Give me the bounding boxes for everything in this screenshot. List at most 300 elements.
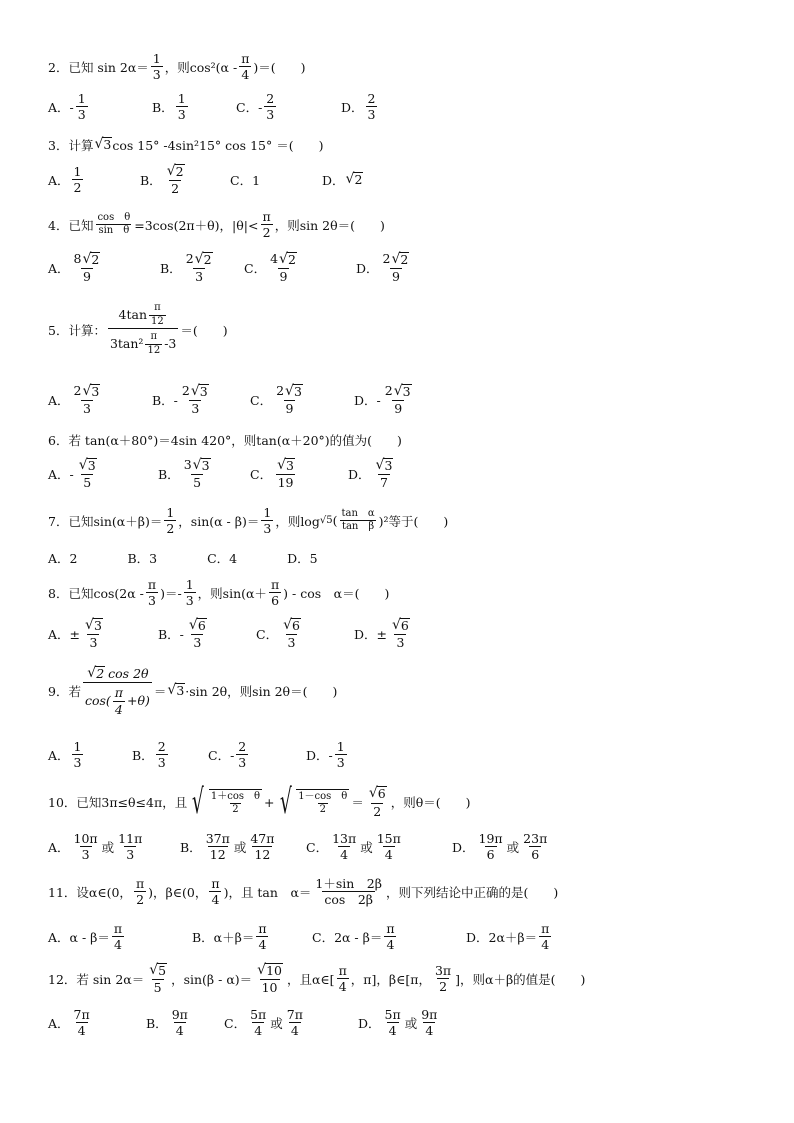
radicand: √ 2 bbox=[96, 666, 105, 681]
coefficient: 2 bbox=[384, 383, 393, 398]
label: A．- bbox=[48, 99, 74, 115]
denominator: 3 bbox=[126, 847, 135, 863]
numerator: 1 bbox=[185, 577, 194, 592]
label: A． bbox=[48, 839, 70, 855]
text: 4．已知 bbox=[48, 217, 94, 233]
option-a bbox=[48, 922, 192, 951]
fraction bbox=[149, 303, 166, 327]
denominator: 9 bbox=[391, 269, 400, 285]
question-11-stem bbox=[48, 877, 754, 906]
denominator: 6 bbox=[271, 593, 280, 609]
text: )＝( ) bbox=[253, 59, 306, 75]
numerator: π bbox=[113, 921, 123, 936]
fraction bbox=[274, 458, 297, 490]
denominator: tan β bbox=[341, 521, 375, 533]
option-a bbox=[48, 458, 158, 490]
fraction bbox=[146, 578, 158, 607]
radicand: √ 3 bbox=[201, 458, 210, 473]
square-root bbox=[87, 666, 105, 681]
text: + bbox=[264, 794, 275, 810]
option-c bbox=[250, 384, 354, 416]
fraction bbox=[521, 832, 549, 861]
denominator: cos 2β bbox=[324, 892, 373, 908]
fraction bbox=[261, 506, 273, 535]
question-11-options bbox=[48, 922, 754, 951]
option-a bbox=[48, 384, 152, 416]
or-text: 或 bbox=[506, 839, 520, 855]
text: ，sin(β - α)＝ bbox=[171, 971, 253, 987]
numerator bbox=[268, 252, 299, 268]
option-c bbox=[306, 832, 452, 861]
denominator: 3 bbox=[81, 847, 90, 863]
fraction bbox=[209, 789, 262, 816]
label: C． bbox=[244, 260, 267, 276]
square-root bbox=[285, 384, 303, 399]
text: ·sin 2θ，则sin 2θ＝( ) bbox=[185, 683, 338, 699]
denominator: 3 bbox=[148, 593, 156, 609]
label: B．α＋β＝ bbox=[192, 929, 255, 945]
text: ，则下列结论中正确的是( ) bbox=[386, 884, 559, 900]
question-4-stem bbox=[48, 210, 754, 239]
denominator: 10 bbox=[261, 980, 278, 996]
fraction bbox=[335, 740, 347, 769]
text: ，且α∈[ bbox=[286, 971, 335, 987]
label: C．- bbox=[236, 99, 263, 115]
text: ，则cos²(α - bbox=[164, 59, 238, 75]
numerator: 7π bbox=[73, 1007, 90, 1022]
fraction bbox=[264, 92, 276, 121]
text: ，sin(α - β)＝ bbox=[178, 513, 260, 529]
option-d bbox=[354, 618, 414, 650]
question-10-options bbox=[48, 832, 754, 861]
fraction bbox=[339, 509, 376, 533]
numerator: π bbox=[262, 209, 271, 224]
denominator: 3 bbox=[191, 401, 200, 417]
fraction bbox=[164, 164, 187, 196]
option-a bbox=[48, 165, 140, 194]
radicand: √ 3 bbox=[402, 384, 411, 399]
radicand: √ 10 bbox=[266, 963, 282, 978]
denominator: 2 bbox=[136, 892, 145, 908]
label: B． bbox=[158, 466, 180, 482]
fraction bbox=[239, 52, 251, 81]
fraction bbox=[274, 384, 305, 416]
fraction bbox=[373, 458, 396, 490]
or-text: 或 bbox=[360, 839, 373, 855]
label: C．- bbox=[208, 747, 235, 763]
numerator: π bbox=[338, 963, 347, 979]
option-c: C．1 bbox=[230, 172, 261, 188]
fraction bbox=[82, 618, 105, 650]
option-c bbox=[244, 252, 356, 284]
text: cos 15° -4sin²15° cos 15° ＝( ) bbox=[112, 138, 324, 153]
denominator: 4 bbox=[254, 1023, 263, 1039]
fraction bbox=[204, 832, 232, 861]
option-a bbox=[48, 252, 160, 284]
fraction bbox=[72, 740, 84, 769]
label: C． bbox=[256, 626, 279, 642]
denominator: 12 bbox=[151, 315, 164, 327]
numerator: cos θ bbox=[97, 211, 131, 223]
fraction bbox=[72, 252, 103, 284]
numerator bbox=[84, 666, 150, 682]
numerator: π bbox=[147, 577, 157, 592]
or-text: 或 bbox=[101, 839, 115, 855]
denominator: 12 bbox=[147, 344, 161, 356]
option-d bbox=[306, 740, 349, 769]
label: A．α - β＝ bbox=[48, 929, 110, 945]
label: B．- bbox=[158, 626, 184, 642]
numerator: 5π bbox=[384, 1007, 401, 1022]
square-root bbox=[346, 172, 364, 187]
square-root bbox=[165, 164, 187, 180]
fraction bbox=[72, 1008, 92, 1037]
fraction bbox=[254, 963, 285, 995]
fraction bbox=[539, 922, 551, 951]
label: C． bbox=[250, 466, 273, 482]
square-root bbox=[394, 384, 412, 399]
text: =3cos(2π＋θ)，|θ|< bbox=[134, 217, 259, 233]
fraction bbox=[269, 578, 281, 607]
option-b bbox=[180, 832, 306, 861]
question-8-stem bbox=[48, 578, 754, 607]
fraction bbox=[134, 877, 146, 906]
numerator: 5π bbox=[250, 1007, 267, 1022]
label: D．- bbox=[306, 747, 333, 763]
numerator: 1－cos θ bbox=[298, 790, 348, 802]
denominator: 2 bbox=[171, 181, 180, 197]
option-b bbox=[140, 164, 230, 196]
numerator: 47π bbox=[250, 831, 275, 846]
square-root bbox=[77, 458, 99, 474]
denominator: 19 bbox=[277, 475, 294, 491]
coefficient: 4 bbox=[270, 251, 279, 266]
or-text: 或 bbox=[404, 1015, 418, 1031]
text: 6．若 tan(α＋80°)＝4sin 420°，则tan(α＋20°)的值为( ) bbox=[48, 433, 402, 448]
numerator bbox=[381, 252, 412, 268]
fraction bbox=[268, 252, 299, 284]
label: C． bbox=[250, 392, 273, 408]
numerator: 1 bbox=[336, 739, 345, 754]
numerator bbox=[117, 303, 170, 328]
text: 5．计算： bbox=[48, 322, 106, 338]
text: ，π]，β∈[π， bbox=[350, 971, 431, 987]
question-7-options bbox=[48, 549, 754, 567]
numerator bbox=[180, 384, 211, 400]
denominator: 4 bbox=[114, 701, 123, 717]
denominator: 3 bbox=[185, 593, 194, 609]
options-text: A．2 B．3 C．4 D．5 bbox=[48, 551, 318, 566]
label: D． bbox=[358, 1015, 381, 1031]
text: 4tan bbox=[118, 307, 148, 323]
label: B． bbox=[140, 172, 162, 188]
text: )，β∈(0， bbox=[148, 884, 208, 900]
text: )，且 tan α＝ bbox=[223, 884, 312, 900]
fraction bbox=[285, 1008, 305, 1037]
denominator: 4 bbox=[211, 892, 220, 908]
option-c bbox=[256, 618, 354, 650]
question-12-stem bbox=[48, 963, 754, 995]
fraction bbox=[366, 92, 378, 121]
option-d bbox=[466, 922, 553, 951]
text: ) - cos α＝( ) bbox=[283, 585, 390, 601]
numerator: π bbox=[386, 921, 395, 936]
option-c bbox=[250, 458, 348, 490]
label: B． bbox=[132, 747, 154, 763]
denominator: 6 bbox=[486, 847, 495, 863]
text: 3．计算 bbox=[48, 138, 94, 153]
question-6-options bbox=[48, 458, 754, 490]
fraction bbox=[95, 213, 132, 237]
question-8-options bbox=[48, 618, 754, 650]
denominator: 12 bbox=[254, 847, 271, 863]
numerator: 2 bbox=[266, 91, 275, 106]
numerator bbox=[274, 384, 305, 400]
question-12-options bbox=[48, 1008, 754, 1037]
fraction bbox=[76, 92, 88, 121]
label: A． bbox=[48, 172, 70, 188]
label: A． bbox=[48, 747, 70, 763]
label: A． bbox=[48, 260, 70, 276]
denominator: 2 bbox=[166, 521, 175, 537]
fraction bbox=[76, 458, 99, 490]
fraction bbox=[383, 384, 414, 416]
denominator: 4 bbox=[340, 847, 349, 863]
fraction bbox=[186, 618, 209, 650]
radicand: √ 3 bbox=[103, 137, 112, 153]
text: ＝ bbox=[153, 683, 167, 699]
text: )＝- bbox=[160, 585, 182, 601]
label: A． bbox=[48, 392, 70, 408]
text: 7．已知sin(α＋β)＝ bbox=[48, 513, 163, 529]
denominator: 3 bbox=[263, 521, 272, 537]
option-d bbox=[322, 171, 363, 189]
text: 10．已知3π≤θ≤4π，且 bbox=[48, 795, 188, 810]
numerator: π bbox=[135, 876, 145, 891]
numerator: 19π bbox=[478, 831, 503, 846]
numerator: π bbox=[150, 331, 158, 342]
option-d bbox=[358, 1008, 441, 1037]
text: cos( bbox=[84, 693, 111, 709]
square-root bbox=[279, 252, 297, 267]
numerator: π bbox=[541, 921, 550, 936]
numerator bbox=[182, 458, 213, 474]
denominator: 5 bbox=[193, 475, 202, 491]
label: B． bbox=[152, 99, 174, 115]
numerator: 2 bbox=[157, 739, 166, 754]
option-b bbox=[146, 1008, 224, 1037]
question-2-options bbox=[48, 92, 754, 121]
denominator: 9 bbox=[285, 401, 294, 417]
denominator: 4 bbox=[175, 1023, 184, 1039]
radicand: √ 2 bbox=[175, 164, 184, 179]
label: A．± bbox=[48, 626, 81, 642]
label: C． bbox=[306, 839, 329, 855]
square-root bbox=[82, 384, 100, 399]
fraction bbox=[72, 832, 100, 861]
question-6-stem bbox=[48, 431, 754, 449]
numerator: 13π bbox=[332, 831, 357, 846]
denominator: 3 bbox=[73, 755, 82, 771]
denominator: 9 bbox=[394, 401, 403, 417]
denominator: 4 bbox=[386, 937, 395, 953]
denominator: 4 bbox=[425, 1023, 434, 1039]
numerator: 15π bbox=[376, 831, 401, 846]
denominator: 2 bbox=[439, 979, 448, 995]
fraction bbox=[375, 832, 403, 861]
radicand: √ 5 bbox=[158, 963, 167, 978]
fraction bbox=[248, 832, 276, 861]
fraction bbox=[156, 740, 168, 769]
log-base: √5 bbox=[319, 515, 333, 527]
fraction bbox=[209, 877, 221, 906]
fraction bbox=[366, 786, 389, 818]
label: D． bbox=[356, 260, 379, 276]
fraction bbox=[108, 303, 178, 356]
denominator bbox=[108, 328, 178, 356]
fraction bbox=[419, 1008, 439, 1037]
numerator: 2 bbox=[238, 739, 247, 754]
denominator: 3 bbox=[238, 755, 247, 771]
label: D． bbox=[341, 99, 364, 115]
numerator: 1＋cos θ bbox=[210, 790, 261, 802]
radicand: √ 3 bbox=[286, 458, 294, 473]
denominator: 3 bbox=[367, 107, 376, 123]
numerator: 23π bbox=[523, 831, 548, 846]
denominator: 7 bbox=[379, 475, 388, 491]
denominator: 3 bbox=[177, 107, 186, 123]
text: ，则sin 2θ＝( ) bbox=[274, 217, 385, 233]
option-b bbox=[192, 922, 312, 951]
fraction bbox=[280, 618, 303, 650]
denominator: 3 bbox=[89, 635, 98, 651]
denominator: 9 bbox=[279, 269, 288, 285]
numerator: 1 bbox=[263, 505, 272, 520]
coefficient: 2 bbox=[382, 251, 391, 266]
denominator: 3 bbox=[396, 635, 405, 651]
denominator: 3 bbox=[336, 755, 345, 771]
radicand: √ 3 bbox=[199, 384, 208, 399]
question-5-options bbox=[48, 384, 754, 416]
numerator: 3π bbox=[434, 963, 452, 979]
numerator bbox=[184, 252, 215, 268]
label: B． bbox=[146, 1015, 168, 1031]
denominator: 3 bbox=[195, 269, 204, 285]
numerator: 10π bbox=[73, 831, 98, 846]
label: D．± bbox=[354, 626, 387, 642]
denominator: 2 bbox=[262, 225, 271, 241]
fraction bbox=[151, 52, 163, 81]
option-c bbox=[224, 1008, 358, 1037]
text: ]，则α＋β的值是( ) bbox=[455, 971, 586, 987]
coefficient: 3 bbox=[183, 457, 192, 472]
coefficient: 8 bbox=[73, 251, 82, 266]
text: ，则log bbox=[275, 513, 320, 529]
radicand: √ 3 bbox=[176, 683, 185, 699]
denominator: 4 bbox=[338, 979, 347, 995]
denominator: 6 bbox=[531, 847, 540, 863]
numerator: 1 bbox=[73, 739, 82, 754]
square-root bbox=[281, 618, 303, 634]
text: 2．已知 sin 2α＝ bbox=[48, 59, 149, 75]
fraction bbox=[146, 963, 169, 995]
label: D．- bbox=[354, 392, 381, 408]
question-5-stem bbox=[48, 303, 754, 356]
radicand: √ 3 bbox=[93, 618, 102, 633]
denominator: 3 bbox=[152, 67, 161, 83]
coefficient: 2 bbox=[181, 383, 190, 398]
fraction bbox=[384, 922, 396, 951]
or-text: 或 bbox=[233, 839, 247, 855]
square-root bbox=[191, 384, 209, 399]
denominator: 2 bbox=[232, 804, 239, 815]
denominator: 3 bbox=[266, 107, 275, 123]
radicand: √ 3 bbox=[384, 458, 393, 473]
text: ，则θ＝( ) bbox=[390, 795, 471, 810]
square-root bbox=[83, 618, 105, 634]
radicand: √ 3 bbox=[87, 458, 96, 473]
option-c bbox=[208, 740, 306, 769]
fraction bbox=[477, 832, 505, 861]
label: C． bbox=[224, 1015, 247, 1031]
option-a bbox=[48, 832, 180, 861]
option-b bbox=[158, 618, 256, 650]
text: ，则sin(α＋ bbox=[197, 585, 267, 601]
option-b bbox=[152, 92, 236, 121]
fraction bbox=[180, 384, 211, 416]
radicand: √ 6 bbox=[400, 618, 409, 633]
square-root bbox=[82, 252, 100, 267]
numerator: π bbox=[114, 685, 123, 701]
square-root bbox=[390, 618, 412, 634]
fraction bbox=[72, 384, 103, 416]
label: C．2α - β＝ bbox=[312, 929, 383, 945]
text: +θ) bbox=[127, 693, 150, 709]
numerator: π bbox=[270, 577, 280, 592]
numerator: 1 bbox=[73, 164, 82, 180]
option-c bbox=[312, 922, 466, 951]
numerator bbox=[383, 384, 414, 400]
square-root bbox=[187, 618, 209, 634]
label: D． bbox=[348, 466, 371, 482]
radicand: √ 6 bbox=[292, 618, 300, 633]
numerator: 1＋sin 2β bbox=[315, 876, 382, 891]
denominator: 2 bbox=[319, 804, 326, 815]
option-d bbox=[452, 832, 551, 861]
square-root bbox=[195, 252, 213, 267]
denominator: 9 bbox=[82, 269, 91, 285]
numerator: π bbox=[154, 302, 161, 313]
question-3-options bbox=[48, 164, 754, 196]
paren: ( bbox=[332, 513, 338, 529]
denominator: 3 bbox=[157, 755, 166, 771]
option-d bbox=[341, 92, 379, 121]
denominator: 2 bbox=[373, 803, 382, 819]
radicand: √ 2 bbox=[354, 172, 363, 188]
coefficient: 2 bbox=[73, 383, 82, 398]
denominator: 4 bbox=[290, 1023, 299, 1039]
denominator bbox=[83, 682, 152, 715]
numerator: π bbox=[258, 921, 267, 936]
square-root bbox=[255, 963, 285, 979]
denominator: 4 bbox=[388, 1023, 397, 1039]
fraction bbox=[389, 618, 412, 650]
denominator: 4 bbox=[258, 937, 267, 953]
radicand: √ 2 bbox=[400, 252, 409, 267]
radicand: √ 6 bbox=[197, 618, 206, 633]
denominator: 12 bbox=[209, 847, 226, 863]
numerator: tan α bbox=[341, 507, 375, 519]
